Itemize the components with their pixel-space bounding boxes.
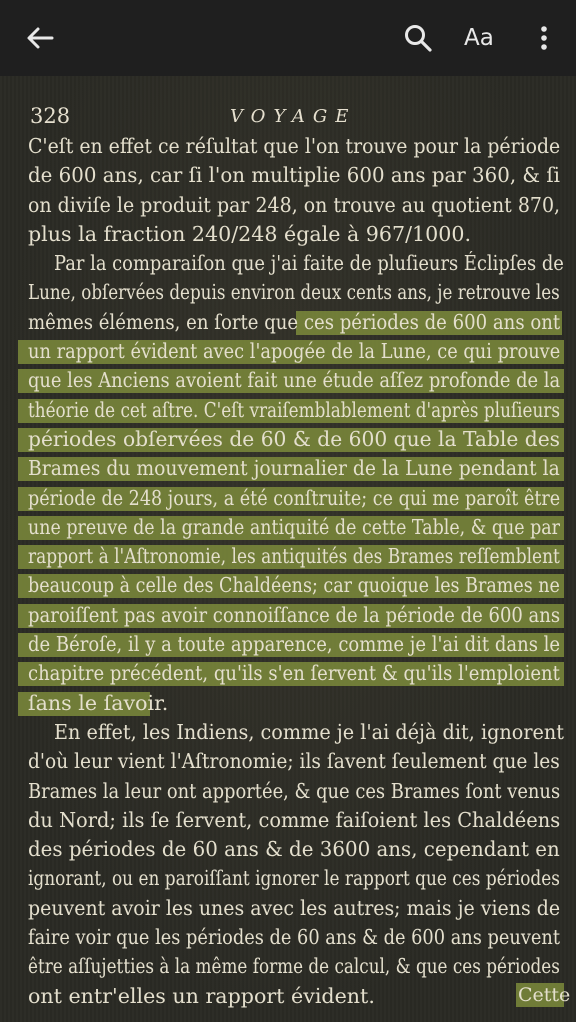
text-line-content: on diviſe le produit par 248, on trouve au quotient 870, xyxy=(28,192,561,217)
more-vert-icon[interactable] xyxy=(530,20,558,56)
text-line[interactable] xyxy=(28,982,564,1011)
text-line[interactable] xyxy=(28,952,564,981)
text-line-content: d'où leur vient l'Aſtronomie; ils ſavent ſeulement que les xyxy=(28,749,560,774)
text-line[interactable] xyxy=(28,337,564,366)
text-line-content: faire voir que les périodes de 60 ans & de 600 ans peuvent xyxy=(28,925,560,950)
text-line-content: ont entr'elles un rapport évident. xyxy=(28,983,375,1008)
text-line[interactable] xyxy=(28,777,564,806)
running-head: VOYAGE xyxy=(230,106,357,127)
catchword: Cette xyxy=(518,984,571,1006)
text-line-content: plus la fraction 240/248 égale à 967/1000. xyxy=(28,221,471,246)
text-line-content: théorie de cet aſtre. C'eſt vraiſemblablement d'après pluſieurs xyxy=(28,397,560,422)
text-line-content: beaucoup à celle des Chaldéens; car quoique les Brames ne xyxy=(28,573,560,598)
text-line-content: du Nord; ils ſe ſervent, comme faiſoient les Chaldéens xyxy=(28,807,561,832)
page-number: 328 xyxy=(30,104,71,128)
text-line[interactable] xyxy=(28,689,564,718)
text-line-content: ignorant, ou en paroiſſant ignorer le rapport que ces périodes xyxy=(28,866,560,891)
text-line[interactable] xyxy=(28,571,564,600)
text-line[interactable] xyxy=(28,513,564,542)
text-line-content: période de 248 jours, a été conſtruite; ce qui me paroît être xyxy=(28,485,561,510)
text-line[interactable] xyxy=(28,718,564,747)
text-line-content: C'eſt en effet ce réſultat que l'on trouve pour la période xyxy=(28,134,561,158)
text-line-content: des périodes de 60 ans & de 3600 ans, cependant en xyxy=(28,837,560,862)
text-line[interactable] xyxy=(28,278,564,307)
text-line-content: de Béroſe, il y a toute apparence, comme je l'ai dit dans le xyxy=(28,632,561,657)
arrow-back-icon[interactable] xyxy=(22,20,58,56)
text-line-content: paroiſſent pas avoir connoiſſance de la période de 600 ans xyxy=(28,602,561,627)
text-line[interactable] xyxy=(28,747,564,776)
page-header xyxy=(30,104,550,132)
text-line[interactable] xyxy=(28,220,564,249)
text-line[interactable] xyxy=(28,425,564,454)
text-line-content: Brames du mouvement journalier de la Lune pendant la xyxy=(28,456,560,481)
text-line[interactable] xyxy=(28,249,564,278)
text-line[interactable] xyxy=(28,132,564,161)
text-line[interactable] xyxy=(28,864,564,893)
reader-toolbar xyxy=(0,0,576,76)
text-line[interactable] xyxy=(28,542,564,571)
text-line[interactable] xyxy=(28,396,564,425)
text-line-content: peuvent avoir les unes avec les autres; mais je viens de xyxy=(28,895,561,920)
text-line-content: un rapport évident avec l'apogée de la Lune, ce qui prouve xyxy=(28,339,561,364)
text-line[interactable] xyxy=(28,894,564,923)
text-line[interactable] xyxy=(28,659,564,688)
text-line-content: En effet, les Indiens, comme je l'ai déjà dit, ignorent xyxy=(54,719,564,744)
text-line[interactable] xyxy=(28,630,564,659)
text-line[interactable] xyxy=(28,366,564,395)
text-line[interactable] xyxy=(28,454,564,483)
text-line[interactable] xyxy=(28,923,564,952)
book-page[interactable] xyxy=(0,76,576,1022)
text-line-content: mêmes élémens, en ſorte que ces périodes de 600 ans ont xyxy=(28,309,561,334)
text-line-content: une preuve de la grande antiquité de cette Table, & que par xyxy=(28,514,561,539)
text-line-content: ſans le ſavoir. xyxy=(28,690,169,715)
text-line-content: chapitre précédent, qu'ils s'en ſervent & qu'ils l'emploient xyxy=(28,661,560,686)
text-line-content: périodes obſervées de 60 & de 600 que la Table des xyxy=(28,426,561,451)
text-line[interactable] xyxy=(28,835,564,864)
text-line[interactable] xyxy=(28,806,564,835)
text-line-content: rapport à l'Aſtronomie, les antiquités des Brames reſſemblent xyxy=(28,544,560,569)
text-line[interactable] xyxy=(28,601,564,630)
text-line[interactable] xyxy=(28,308,564,337)
search-icon[interactable] xyxy=(400,20,436,56)
page-text[interactable] xyxy=(28,132,564,1011)
text-line-content: Par la comparaiſon que j'ai faite de pluſieurs Éclipſes de xyxy=(54,251,564,276)
text-line-content: être aſſujetties à la même forme de calcul, & que ces périodes xyxy=(28,954,560,979)
text-line[interactable] xyxy=(28,484,564,513)
text-line-content: Lune, obſervées depuis environ deux cents ans, je retrouve les xyxy=(28,280,560,305)
text-line[interactable] xyxy=(28,191,564,220)
text-line-content: de 600 ans, car ſi l'on multiplie 600 ans par 360, & ſi xyxy=(28,163,560,188)
text-line-content: Brames la leur ont apportée, & que ces Brames ſont venus xyxy=(28,778,561,803)
text-line[interactable] xyxy=(28,161,564,190)
font-settings-button[interactable]: Aa xyxy=(464,25,494,51)
text-line-content: que les Anciens avoient fait une étude aſſez profonde de la xyxy=(28,368,561,393)
